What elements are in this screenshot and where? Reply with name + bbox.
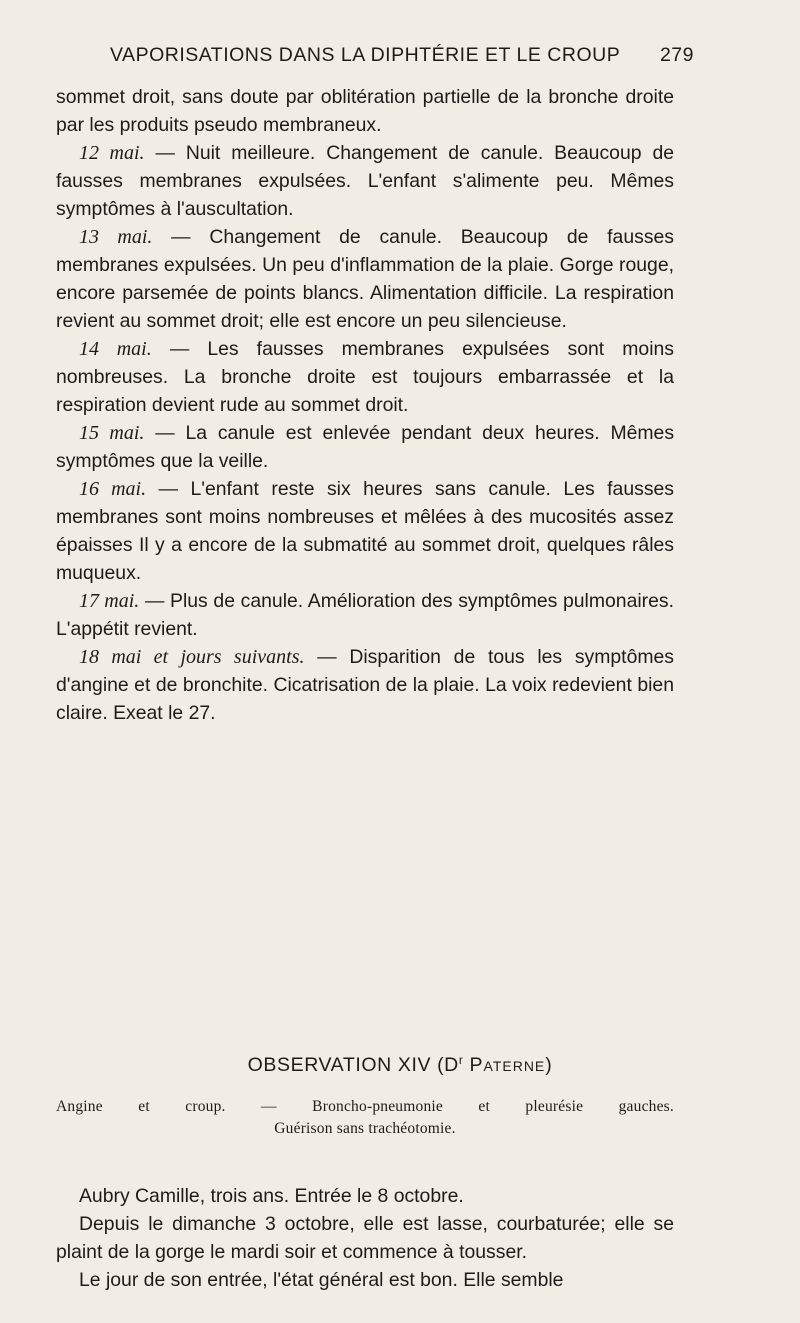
case-paragraph: Aubry Camille, trois ans. Entrée le 8 octobre.	[79, 1185, 464, 1207]
subtitle-line-2: Guérison sans trachéotomie.	[274, 1120, 456, 1137]
running-head	[110, 44, 694, 67]
entry-16-mai	[56, 475, 674, 587]
entry-text: — Nuit meilleure. Changement de canule. Beaucoup de fausses membranes expulsées. L'enfant s'alimente peu. Mêmes symptômes à l'auscultation.	[56, 142, 675, 220]
entry-text: — Changement de canule. Beaucoup de fausses membranes expulsées. Un peu d'inflammation de la plaie. Gorge rouge, encore parsemée de points blancs. Alimentation difficile. La respiration revient au sommet droit; elle est encore un peu silencieuse.	[56, 226, 675, 332]
entry-text: — Plus de canule. Amélioration des symptômes pulmonaires. L'appétit revient.	[56, 590, 675, 640]
entry-18-mai	[56, 643, 674, 727]
entry-date: 14 mai.	[79, 338, 152, 360]
entry-date: 12 mai.	[79, 142, 145, 164]
entry-13-mai	[56, 223, 674, 335]
case-paragraph: Depuis le dimanche 3 octobre, elle est lasse, courbaturée; elle se plaint de la gorge le mardi soir et commence à tousser.	[56, 1213, 674, 1263]
entry-15-mai	[56, 419, 674, 475]
page-number: 279	[659, 44, 694, 66]
case-paragraph: Le jour de son entrée, l'état général est bon. Elle semble	[79, 1269, 564, 1291]
case-description	[56, 1182, 674, 1294]
subtitle-line-1: Angine et croup. — Broncho-pneumonie et pleurésie gauches.	[56, 1098, 674, 1115]
clinical-log	[56, 83, 674, 727]
entry-14-mai	[56, 335, 674, 419]
observation-subtitle	[56, 1096, 674, 1140]
entry-date: 16 mai.	[79, 478, 147, 500]
entry-date: 15 mai.	[79, 422, 145, 444]
entry-17-mai	[56, 587, 674, 643]
observation-heading: OBSERVATION XIV ($D^r$ Paterne)	[247, 1053, 553, 1076]
paragraph-continuation: sommet droit, sans doute par oblitération partielle de la bronche droite par les produits pseudo membraneux.	[56, 86, 674, 136]
entry-12-mai	[56, 139, 674, 223]
physician-name: Paterne	[469, 1054, 546, 1076]
entry-text: — Disparition de tous les symptômes d'angine et de bronchite. Cicatrisation de la plaie. La voix redevient bien claire. Exeat le 27.	[56, 646, 674, 724]
entry-date: 18 mai et jours suivants.	[79, 646, 305, 668]
entry-text: — Les fausses membranes expulsées sont moins nombreuses. La bronche droite est toujours embarrassée et la respiration devient rude au sommet droit.	[56, 338, 674, 416]
running-title: VAPORISATIONS DANS LA DIPHTÉRIE ET LE CROUP	[110, 44, 621, 66]
entry-text: — L'enfant reste six heures sans canule. Les fausses membranes sont moins nombreuses et mêlées à des mucosités assez épaisses Il y a encore de la submatité au sommet droit, quelques râles muqueux.	[56, 478, 674, 584]
entry-text: — La canule est enlevée pendant deux heures. Mêmes symptômes que la veille.	[56, 422, 675, 472]
entry-date: 17 mai.	[79, 590, 140, 612]
entry-date: 13 mai.	[79, 226, 153, 248]
